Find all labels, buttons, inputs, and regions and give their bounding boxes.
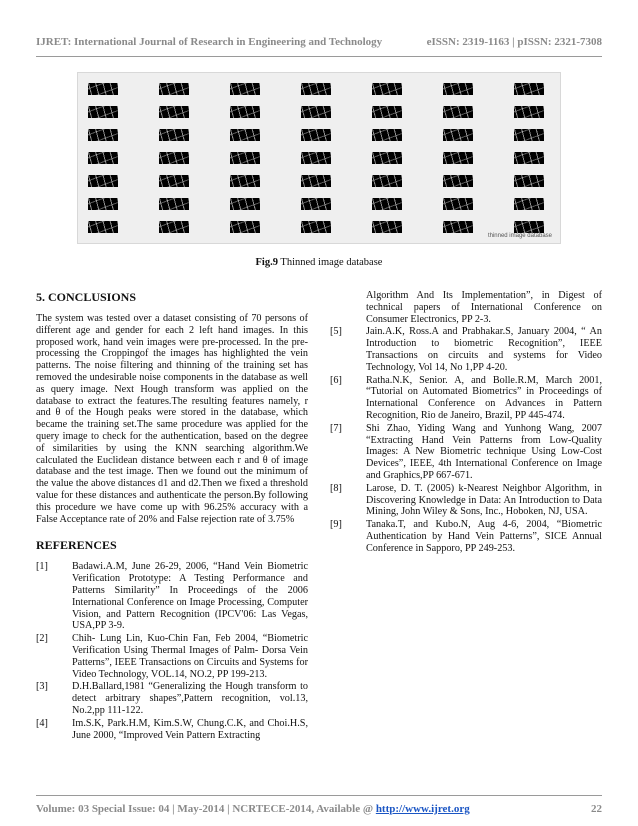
vein-thumbnail <box>159 175 189 187</box>
caption-number: Fig.9 <box>255 257 278 268</box>
vein-thumbnail <box>230 83 260 95</box>
vein-thumbnail <box>514 175 544 187</box>
vein-thumbnail <box>443 129 473 141</box>
vein-thumbnail <box>372 83 402 95</box>
vein-thumbnail <box>301 175 331 187</box>
vein-thumbnail <box>159 198 189 210</box>
vein-thumbnail <box>372 106 402 118</box>
vein-thumbnail <box>514 198 544 210</box>
vein-thumbnail <box>88 129 118 141</box>
vein-thumbnail <box>301 106 331 118</box>
vein-thumbnail <box>372 175 402 187</box>
journal-title: IJRET: International Journal of Research in Engineering and Technology <box>36 36 383 48</box>
vein-thumbnail <box>372 152 402 164</box>
vein-thumbnail <box>443 175 473 187</box>
vein-thumbnail <box>443 198 473 210</box>
references-left <box>36 561 308 741</box>
vein-thumbnail <box>88 106 118 118</box>
footer-rule <box>36 795 602 796</box>
vein-thumbnail <box>301 152 331 164</box>
vein-thumbnail <box>159 106 189 118</box>
vein-thumbnail <box>230 152 260 164</box>
reference-item: [7] Shi Zhao, Yiding Wang and Yunhong Wang, 2007 “Extracting Hand Vein Patterns from Low-Quality Images: A New Biometric technique Using Low-Cost Devices”, IEEE, 4th International Conference on Image and Graphics,PP 667-671. <box>330 422 602 481</box>
vein-thumbnail <box>372 129 402 141</box>
vein-thumbnail <box>514 152 544 164</box>
right-column <box>330 290 602 556</box>
vein-thumbnail <box>301 221 331 233</box>
vein-thumbnail <box>372 221 402 233</box>
vein-thumbnail <box>230 106 260 118</box>
vein-thumbnail <box>301 83 331 95</box>
figure-inner-label: thinned image database <box>487 233 552 239</box>
reference-item: [4] Im.S.K, Park.H.M, Kim.S.W, Chung.C.K, and Choi.H.S, June 2000, “Improved Vein Pattern Extracting <box>36 717 308 741</box>
vein-thumbnail <box>514 129 544 141</box>
conclusions-heading: 5. CONCLUSIONS <box>36 290 137 304</box>
vein-thumbnail <box>514 106 544 118</box>
figure-thinned-database <box>77 72 561 244</box>
vein-thumbnail <box>301 129 331 141</box>
vein-thumbnail <box>88 221 118 233</box>
reference-item: [2] Chih- Lung Lin, Kuo-Chin Fan, Feb 2004, “Biometric Verification Using Thermal Images of Palm- Dorsa Vein Patterns”, IEEE Transactions on Circuits and Systems for Video Technology, VOL.14, NO.2, PP 199-213. <box>36 633 308 680</box>
references-heading: REFERENCES <box>36 538 117 553</box>
reference-item: [5] Jain.A.K, Ross.A and Prabhakar.S, January 2004, “ An Introduction to biometric Recognition”, IEEE Transactions on circuits and systems for Video Technology, Vol 14, No 1,PP 4-20. <box>330 326 602 373</box>
vein-thumbnail <box>159 83 189 95</box>
vein-thumbnail <box>514 83 544 95</box>
vein-thumbnail <box>443 152 473 164</box>
footer-info: Volume: 03 Special Issue: 04 | May-2014 | NCRTECE-2014, Available @ http://www.ijret.org <box>36 803 470 815</box>
vein-thumbnail <box>88 83 118 95</box>
reference-item: [8] Larose, D. T. (2005) k-Nearest Neighbor Algorithm, in Discovering Knowledge in Data: An Introduction to Data Mining, John Wiley & Sons, Inc., Hoboken, NJ, USA. <box>330 482 602 518</box>
journal-link[interactable]: http://www.ijret.org <box>375 803 470 815</box>
issn: eISSN: 2319-1163 | pISSN: 2321-7308 <box>426 36 602 48</box>
running-header <box>36 36 602 48</box>
vein-thumbnail <box>443 221 473 233</box>
vein-thumbnail <box>159 152 189 164</box>
figure-caption <box>0 257 638 268</box>
vein-thumbnail <box>88 198 118 210</box>
reference-item: [3] D.H.Ballard,1981 “Generalizing the Hough transform to detect arbitrary shapes”,Pattern recognition, vol.13, No.2,pp 111-122. <box>36 681 308 716</box>
reference-item: [1] Badawi.A.M, June 26-29, 2006, “Hand Vein Biometric Verification Prototype: A Testing Performance and Patterns Similarity” In Proceedings of the 2006 International Conference on Image Processing, Computer Vision, and Pattern Recognition (IPCV'06: Las Vegas, USA,PP 3-9. <box>36 561 308 632</box>
vein-thumbnail <box>514 221 544 233</box>
header-rule <box>36 56 602 57</box>
reference-item: [6] Ratha.N.K, Senior. A, and Bolle.R.M, March 2001, “Tutorial on Automated Biometrics” in Proceedings of International Conference on Advances in Pattern Recognition, Rio de Janeiro, Brazil, PP 445-474. <box>330 374 602 421</box>
running-footer <box>36 803 602 815</box>
vein-thumbnail <box>159 221 189 233</box>
vein-thumbnail <box>159 129 189 141</box>
vein-thumbnail <box>88 152 118 164</box>
thumbnail-grid <box>86 81 554 227</box>
vein-thumbnail <box>88 175 118 187</box>
reference-4-continued: Algorithm And Its Implementation”, in Digest of technical papers of International Conference on Consumer Electronics, PP 2-3. <box>366 290 602 325</box>
left-column <box>36 290 308 742</box>
caption-text: Thinned image database <box>277 257 383 268</box>
vein-thumbnail <box>372 198 402 210</box>
vein-thumbnail <box>301 198 331 210</box>
page-number: 22 <box>591 803 602 815</box>
vein-thumbnail <box>230 175 260 187</box>
reference-item: [9] Tanaka.T, and Kubo.N, Aug 4-6, 2004, “Biometric Authentication by Hand Vein Patterns”, SICE Annual Conference in Sapporo, PP 249-253. <box>330 519 602 554</box>
vein-thumbnail <box>443 106 473 118</box>
vein-thumbnail <box>230 221 260 233</box>
vein-thumbnail <box>230 129 260 141</box>
vein-thumbnail <box>443 83 473 95</box>
vein-thumbnail <box>230 198 260 210</box>
conclusions-text: The system was tested over a dataset consisting of 70 persons of different age and gender for each 2 left hand images. In this proposed work, hand vein images were pre-processed. In the pre-processing the Croppingof the images has highlighted the vein patterns. The noise filtering and thinning of the training set has removed the undesirable noise components in the database as well as query image. Next Hough transform was applied on the database to extract the features.The resulting features namely, r and θ of the Hough peaks were stored in the database, which became the training set.The same procedure was applied for the query image to check for the authentication, based on the degree of similarities by using the KNN searching algorithm.We calculated the Euclidean distance between each r and θ of image database and the test image. Then we found out the minimum of the value the above distances d1 and d2.Then we fixed a threshold value for these distances and authenticate the person.By following this procedure we have come up with 96.25% accuracy with a False Acceptance rate of 20% and False rejection rate of 3.75% <box>36 313 308 525</box>
